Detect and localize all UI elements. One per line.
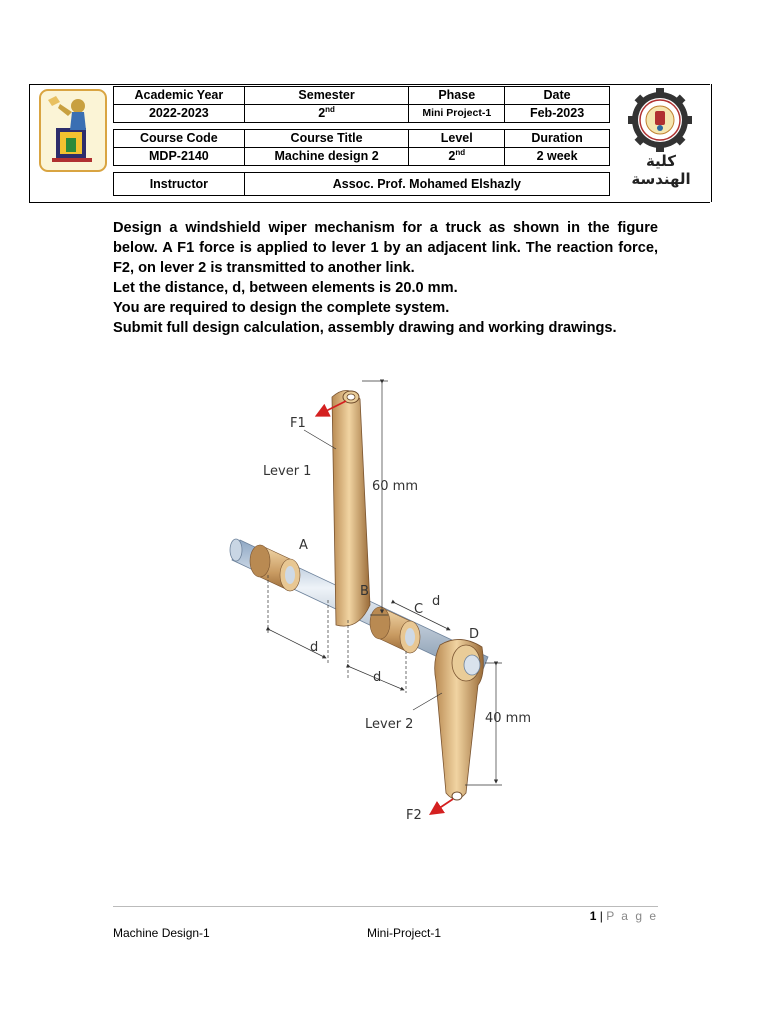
label-40mm: 40 mm <box>485 711 532 726</box>
semester-value <box>244 105 409 123</box>
label-f2: F2 <box>406 808 422 823</box>
force-f2-arrow <box>432 799 453 813</box>
duration-label: Duration <box>505 130 610 148</box>
header-row-values-2 <box>114 148 610 166</box>
course-info-table <box>113 86 610 196</box>
label-f1: F1 <box>290 416 306 431</box>
bearing-c <box>370 607 420 653</box>
problem-paragraph-4: Submit full design calculation, assembly drawing and working drawings. <box>113 320 617 336</box>
level-number: 2 <box>448 149 456 163</box>
label-b: B <box>360 584 369 599</box>
duration-value: 2 week <box>505 148 610 166</box>
footer-course: Machine Design-1 <box>113 926 210 940</box>
phase-value: Mini Project-1 <box>409 105 505 123</box>
page-word: P a g e <box>606 909 658 923</box>
semester-label: Semester <box>244 87 409 105</box>
label-lever-1: Lever 1 <box>263 464 312 479</box>
page-number-value: 1 <box>589 909 597 923</box>
label-lever-2: Lever 2 <box>365 717 414 732</box>
label-d-2: d <box>310 640 319 655</box>
header-row-instructor <box>114 173 610 196</box>
label-c: C <box>414 602 424 617</box>
problem-paragraph-1: Design a windshield wiper mechanism for a truck as shown in the figure below. A F1 force is applied to lever 1 by an adjacent link. The reaction force, F2, on lever 2 is transmitted to another link. <box>113 220 658 276</box>
label-a: A <box>299 538 308 553</box>
page-number: 1 | P a g e <box>589 909 658 923</box>
header-row-labels-2 <box>114 130 610 148</box>
footer-project: Mini-Project-1 <box>367 926 442 940</box>
level-label: Level <box>409 130 505 148</box>
problem-paragraph-2: Let the distance, d, between elements is 20.0 mm. <box>113 280 458 296</box>
phase-label: Phase <box>409 87 505 105</box>
label-d-1: d <box>432 594 441 609</box>
lever-2 <box>435 639 484 800</box>
date-label: Date <box>505 87 610 105</box>
course-title-value: Machine design 2 <box>244 148 409 166</box>
instructor-name: Assoc. Prof. Mohamed Elshazly <box>244 173 609 196</box>
label-d-3: d <box>373 670 382 685</box>
course-code-value: MDP-2140 <box>114 148 245 166</box>
instructor-label: Instructor <box>114 173 245 196</box>
date-value: Feb-2023 <box>505 105 610 123</box>
header-row-gap-2 <box>114 166 610 173</box>
semester-number: 2 <box>318 106 326 120</box>
level-value <box>409 148 505 166</box>
bearing-a <box>250 545 300 591</box>
label-d-point: D <box>469 627 480 642</box>
header-row-gap <box>114 123 610 130</box>
problem-paragraph-3: You are required to design the complete system. <box>113 300 450 316</box>
wiper-mechanism-figure <box>210 375 570 835</box>
faculty-arabic-name: كلية الهندسة <box>631 152 691 188</box>
header-bottom-rule <box>29 202 710 203</box>
academic-year-value: 2022-2023 <box>114 105 245 123</box>
level-suffix: nd <box>455 147 466 157</box>
problem-statement <box>113 218 658 338</box>
semester-suffix: nd <box>325 104 335 114</box>
course-code-label: Course Code <box>114 130 245 148</box>
footer-rule <box>113 906 658 907</box>
label-60mm: 60 mm <box>372 479 419 494</box>
course-title-label: Course Title <box>244 130 409 148</box>
academic-year-label: Academic Year <box>114 87 245 105</box>
header-row-labels-1 <box>114 87 610 105</box>
header-row-values-1 <box>114 105 610 123</box>
university-logo-icon <box>38 88 108 173</box>
